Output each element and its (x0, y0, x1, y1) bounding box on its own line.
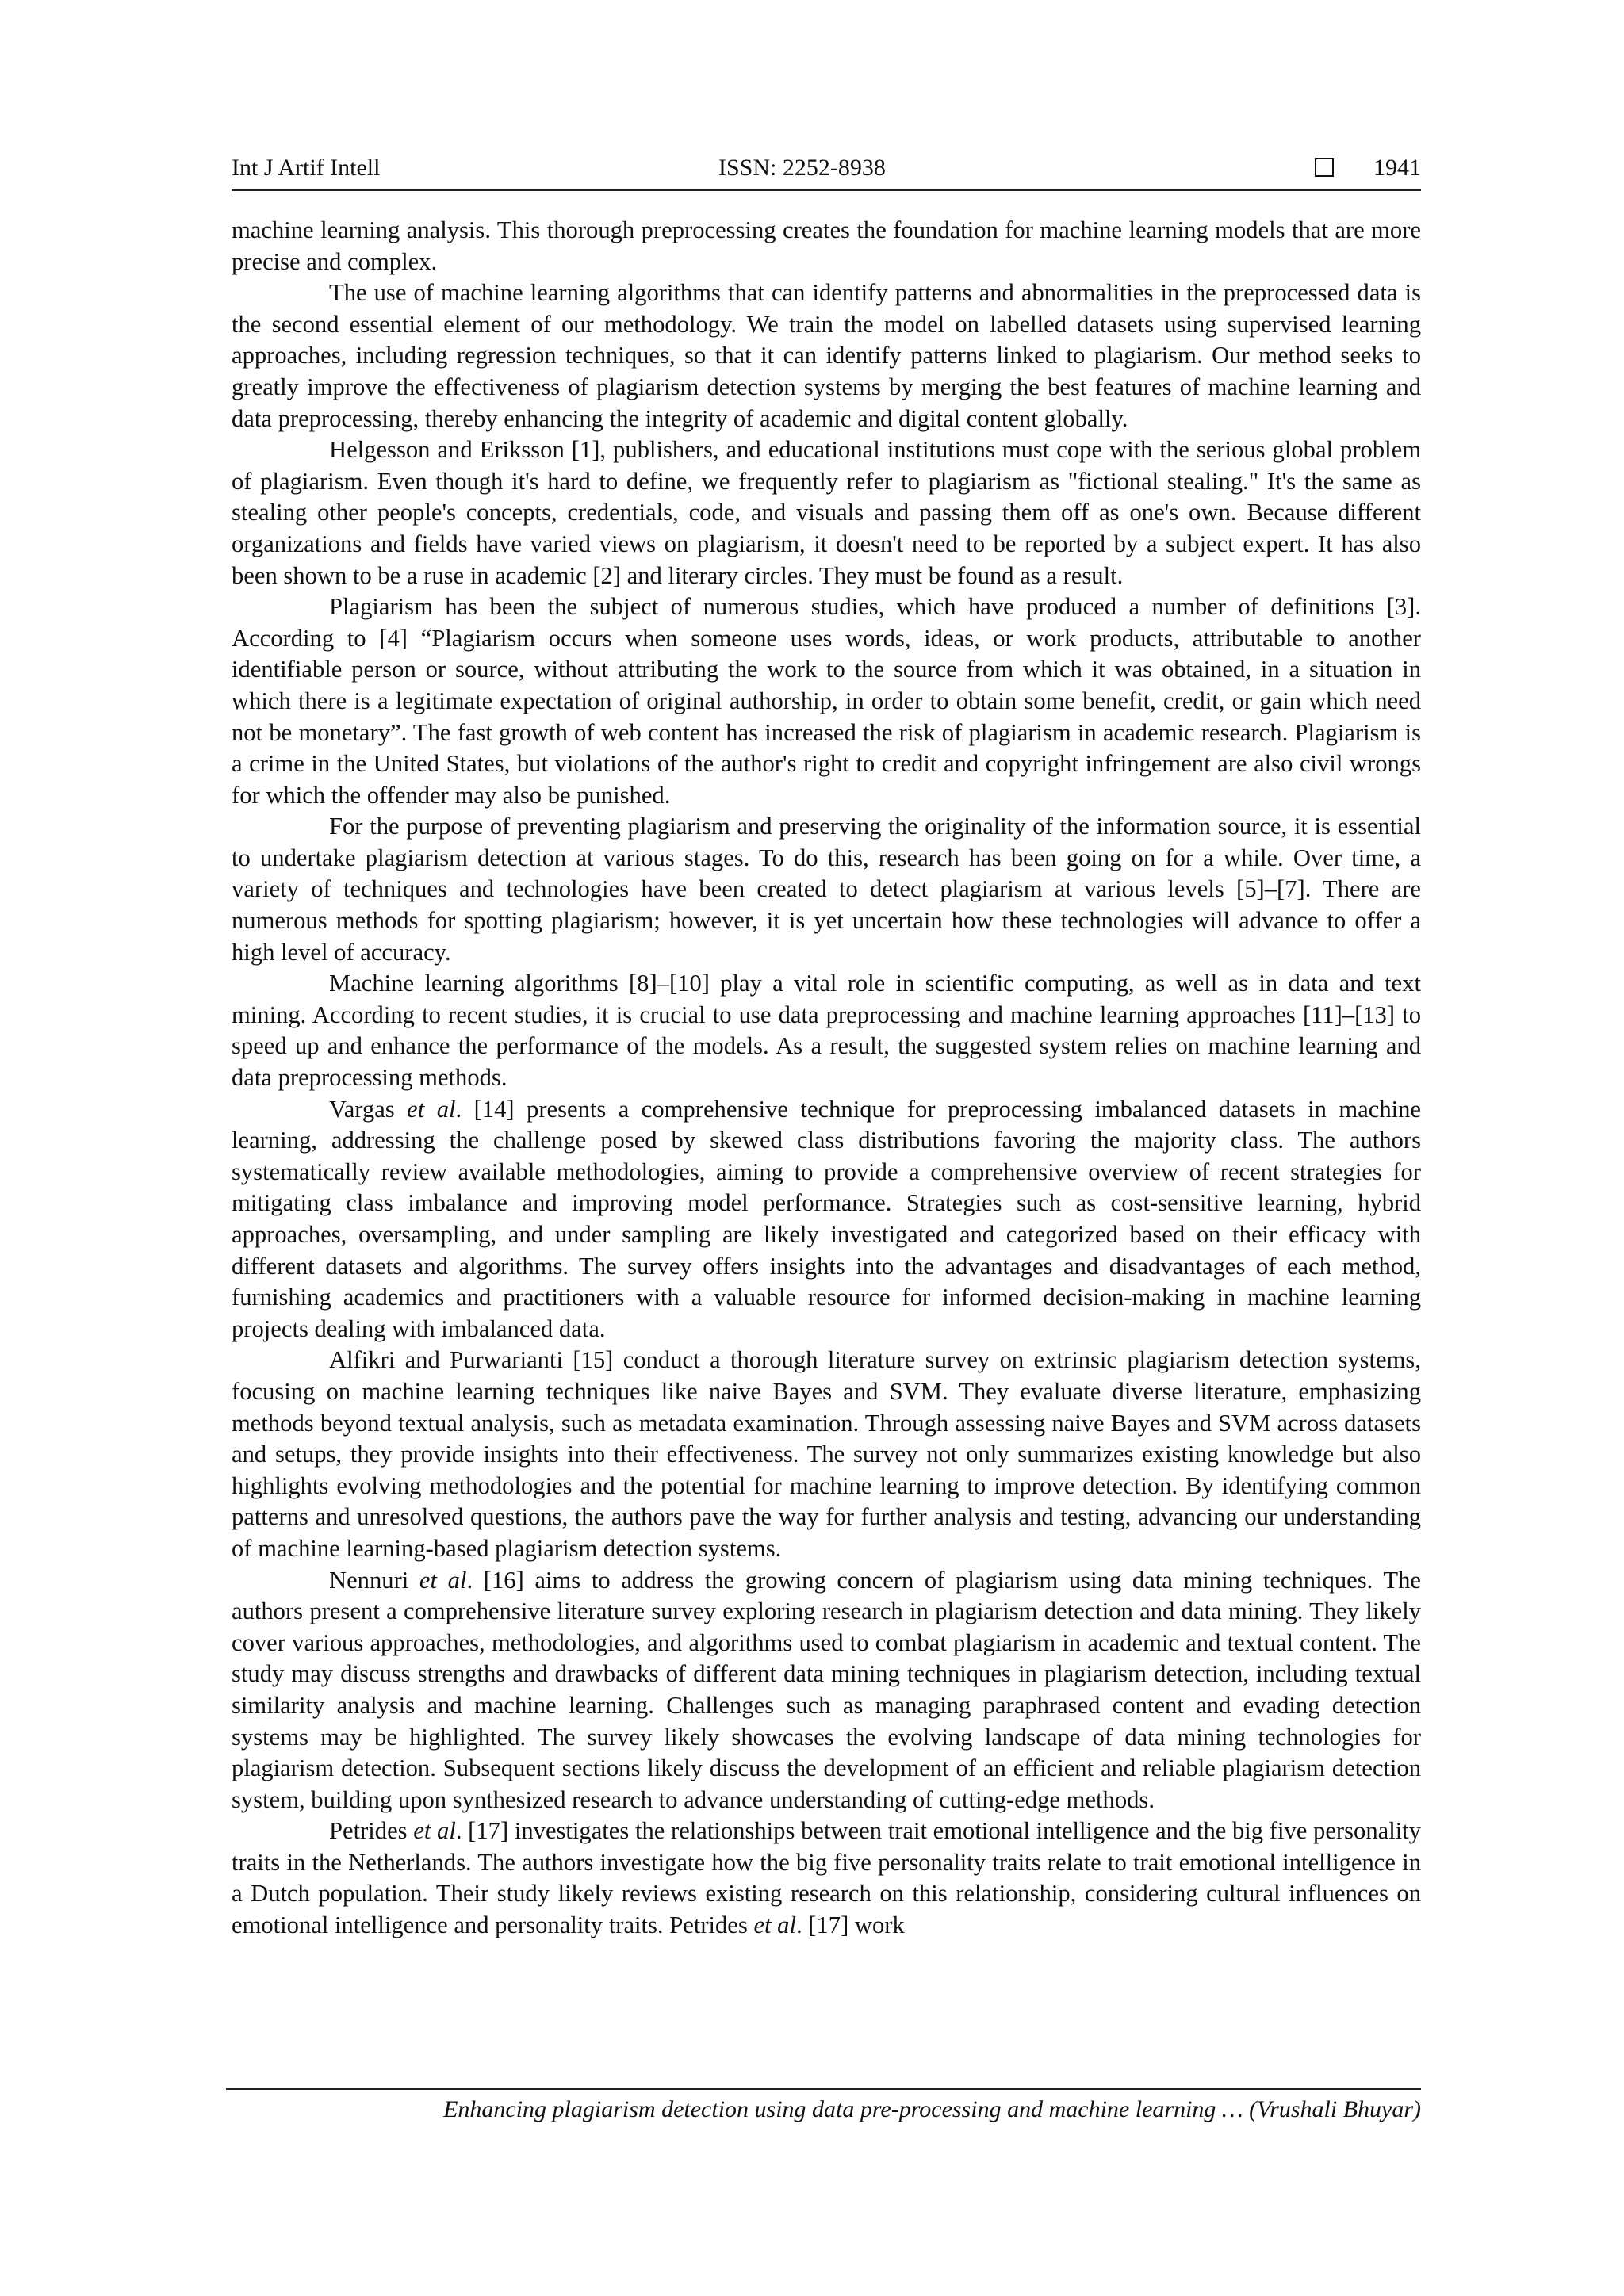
journal-name: Int J Artif Intell (232, 155, 381, 181)
text-run: . [14] presents a comprehensive technique for preprocessing imbalanced datasets in machine learning, addressing the challenge posed by skewed class distributions favoring the majority class. The authors systematically review available methodologies, aiming to provide a comprehensive overview of recent strategies for mitigating class imbalance and improving model performance. Strategies such as cost-sensitive learning, hybrid approaches, oversampling, and under sampling are likely investigated and categorized based on their efficacy with different datasets and algorithms. The survey offers insights into the advantages and disadvantages of each method, furnishing academics and practitioners with a valuable resource for informed decision-making in machine learning projects dealing with imbalanced data. (232, 1095, 1421, 1342)
text-run: Nennuri (329, 1566, 419, 1594)
italic-text: et al (407, 1095, 456, 1123)
text-run: Petrides (329, 1817, 414, 1845)
text-run: Plagiarism has been the subject of numerous studies, which have produced a number of definitions [3]. According to [4] “Plagiarism occurs when someone uses words, ideas, or work products, attributable to another identifiable person or source, without attributing the work to the source from which it was obtained, in a situation in which there is a legitimate expectation of original authorship, in order to obtain some benefit, credit, or gain which need not be monetary”. The fast growth of web content has increased the risk of plagiarism in academic research. Plagiarism is a crime in the United States, but violations of the author's right to credit and copyright infringement are also civil wrongs for which the offender may also be punished. (232, 593, 1421, 809)
paragraph (232, 591, 1421, 811)
text-run: For the purpose of preventing plagiarism and preserving the originality of the information source, it is essential to undertake plagiarism detection at various stages. To do this, research has been going on for a while. Over time, a variety of techniques and technologies have been created to detect plagiarism at various levels [5]–[7]. There are numerous methods for spotting plagiarism; however, it is yet uncertain how these technologies will advance to offer a high level of accuracy. (232, 813, 1421, 966)
paragraph (232, 811, 1421, 968)
paragraph (232, 968, 1421, 1093)
paragraph (232, 215, 1421, 277)
running-title: Enhancing plagiarism detection using data pre-processing and machine learning … (Vrushali Bhuyar) (443, 2096, 1421, 2122)
text-run: Helgesson and Eriksson [1], publishers, and educational institutions must cope with the serious global problem of plagiarism. Even though it's hard to define, we frequently refer to plagiarism as "fictional stealing." It's the same as stealing other people's concepts, credentials, code, and visuals and passing them off as one's own. Because different organizations and fields have varied views on plagiarism, it doesn't need to be reported by a subject expert. It has also been shown to be a ruse in academic [2] and literary circles. They must be found as a result. (232, 436, 1421, 589)
page-footer (226, 2088, 1421, 2123)
page-number-block (1315, 155, 1421, 182)
italic-text: et al (753, 1911, 796, 1939)
text-run: The use of machine learning algorithms that can identify patterns and abnormalities in the preprocessed data is the second essential element of our methodology. We train the model on labelled datasets using supervised learning approaches, including regression techniques, so that it can identify patterns linked to plagiarism. Our method seeks to greatly improve the effectiveness of plagiarism detection systems by merging the best features of machine learning and data preprocessing, thereby enhancing the integrity of academic and digital content globally. (232, 279, 1421, 432)
body-text (232, 215, 1421, 1942)
text-run: Alfikri and Purwarianti [15] conduct a thorough literature survey on extrinsic plagiarism detection systems, focusing on machine learning techniques like naive Bayes and SVM. They evaluate diverse literature, emphasizing methods beyond textual analysis, such as metadata examination. Through assessing naive Bayes and SVM across datasets and setups, they provide insights into their effectiveness. The survey not only summarizes existing knowledge but also highlights evolving methodologies and the potential for machine learning to improve detection. By identifying common patterns and unresolved questions, the authors pave the way for further analysis and testing, advancing our understanding of machine learning-based plagiarism detection systems. (232, 1346, 1421, 1562)
text-run: . [16] aims to address the growing concern of plagiarism using data mining techniques. The authors present a comprehensive literature survey exploring research in plagiarism detection and data mining. They likely cover various approaches, methodologies, and algorithms used to combat plagiarism in academic and textual content. The study may discuss strengths and drawbacks of different data mining techniques in plagiarism detection, including textual similarity analysis and machine learning. Challenges such as managing paraphrased content and evading detection systems may be highlighted. The survey likely showcases the evolving landscape of data mining technologies for plagiarism detection. Subsequent sections likely discuss the development of an efficient and reliable plagiarism detection system, building upon synthesized research to advance understanding of cutting-edge methods. (232, 1566, 1421, 1813)
paragraph (232, 1345, 1421, 1564)
text-run: machine learning analysis. This thorough preprocessing creates the foundation for machine learning models that are more precise and complex. (232, 216, 1421, 275)
paragraph (232, 1565, 1421, 1816)
paragraph (232, 1094, 1421, 1345)
paragraph (232, 277, 1421, 434)
text-run: Vargas (329, 1095, 408, 1123)
square-icon (1315, 158, 1334, 177)
page-header (232, 155, 1421, 191)
text-run: . [17] work (795, 1911, 905, 1939)
text-run: Machine learning algorithms [8]–[10] play a vital role in scientific computing, as well as in data and text mining. According to recent studies, it is crucial to use data preprocessing and machine learning approaches [11]–[13] to speed up and enhance the performance of the models. As a result, the suggested system relies on machine learning and data preprocessing methods. (232, 970, 1421, 1092)
page-number: 1941 (1373, 155, 1421, 181)
italic-text: et al (419, 1566, 467, 1594)
italic-text: et al (413, 1817, 456, 1845)
issn: ISSN: 2252-8938 (718, 155, 886, 181)
text-run: . [17] investigates the relationships between trait emotional intelligence and the big five personality traits in the Netherlands. The authors investigate how the big five personality traits relate to trait emotional intelligence in a Dutch population. Their study likely reviews existing research on this relationship, considering cultural influences on emotional intelligence and personality traits. Petrides (232, 1817, 1421, 1939)
paragraph (232, 1816, 1421, 1941)
paragraph (232, 434, 1421, 591)
